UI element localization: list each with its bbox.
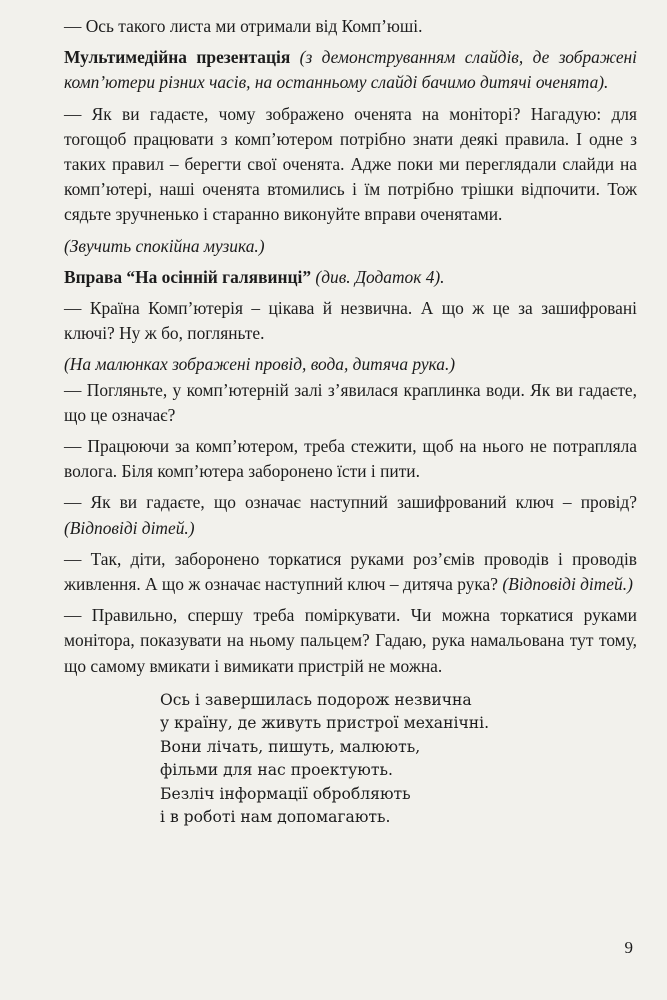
paragraph-wire	[64, 490, 637, 540]
paragraph-pictures-note	[64, 352, 637, 377]
paragraph-text: — Працюючи за комп’ютером, треба стежити, щоб на нього не потрапляла волога. Біля комп’ютера заборонено їсти і пити.	[64, 436, 637, 482]
paragraph-presentation	[64, 45, 637, 95]
stage-direction: (Відповіді дітей.)	[64, 517, 195, 538]
poem-line: Вони лічать, пишуть, малюють,	[160, 737, 421, 756]
paragraph-eyes	[64, 102, 637, 228]
paragraph-exercise	[64, 265, 637, 290]
paragraph-text: — Як ви гадаєте, чому зображено оченята на моніторі? Нагадую: для тогощоб працювати з комп’ютером потрібно знати деякі правила. І одне з таких правил – берегти свої оченята. Адже поки ми переглядали слайди на комп’ютері, наші оченята втомились і їм потрібно трішки відпочити. Тож сядьте зручненько і старанно виконуйте вправи оченятами.	[64, 103, 637, 225]
stage-direction: (Звучить спокійна музика.)	[64, 235, 265, 256]
paragraph-text: — Погляньте, у комп’ютерній залі з’явилася краплинка води. Як ви гадаєте, що це означає?	[64, 379, 637, 425]
page-number: 9	[624, 938, 633, 957]
poem-line: Ось і завершилась подорож незвична	[160, 690, 472, 709]
poem-line: і в роботі нам допомагають.	[160, 808, 391, 827]
paragraph-water	[64, 378, 637, 428]
poem-line: фільми для нас проектують.	[160, 761, 393, 780]
paragraph-monitor	[64, 603, 637, 679]
poem-line: Безліч інформації обробляють	[160, 784, 411, 803]
paragraph-country	[64, 296, 637, 346]
exercise-note: (див. Додаток 4).	[311, 266, 445, 287]
stage-direction: (На малюнках зображені провід, вода, дитяча рука.)	[64, 354, 456, 375]
paragraph-music-note	[64, 234, 637, 259]
poem	[160, 689, 637, 830]
paragraph-text: — Ось такого листа ми отримали від Комп’юші.	[64, 16, 423, 36]
stage-direction: (Відповіді дітей.)	[497, 574, 633, 595]
paragraph-hand	[64, 547, 637, 597]
paragraph-text: — Так, діти, заборонено торкатися руками роз’ємів проводів і проводів живлення. А що ж означає наступний ключ – дитяча рука?	[64, 548, 637, 595]
paragraph-letter	[64, 14, 637, 39]
presentation-heading: Мультимедійна презентація	[64, 47, 291, 68]
poem-line: у країну, де живуть пристрої механічні.	[160, 714, 490, 733]
paragraph-text: — Країна Комп’ютерія – цікава й незвична. А що ж це за зашифровані ключі? Ну ж бо, погляньте.	[64, 298, 637, 344]
exercise-heading: Вправа “На осінній галявинці”	[64, 266, 312, 287]
presentation-note: (з демонструванням слайдів, де зображені комп’ютери різних часів, на останньому слайді бачимо дитячі оченята).	[64, 47, 637, 93]
paragraph-moisture	[64, 434, 637, 484]
paragraph-text: — Правильно, спершу треба поміркувати. Чи можна торкатися руками монітора, показувати на ньому пальцем? Гадаю, рука намальована тут тому, що самому вмикати і вимикати пристрій не можна.	[64, 605, 637, 676]
paragraph-text: — Як ви гадаєте, що означає наступний зашифрований ключ – провід?	[64, 492, 637, 513]
